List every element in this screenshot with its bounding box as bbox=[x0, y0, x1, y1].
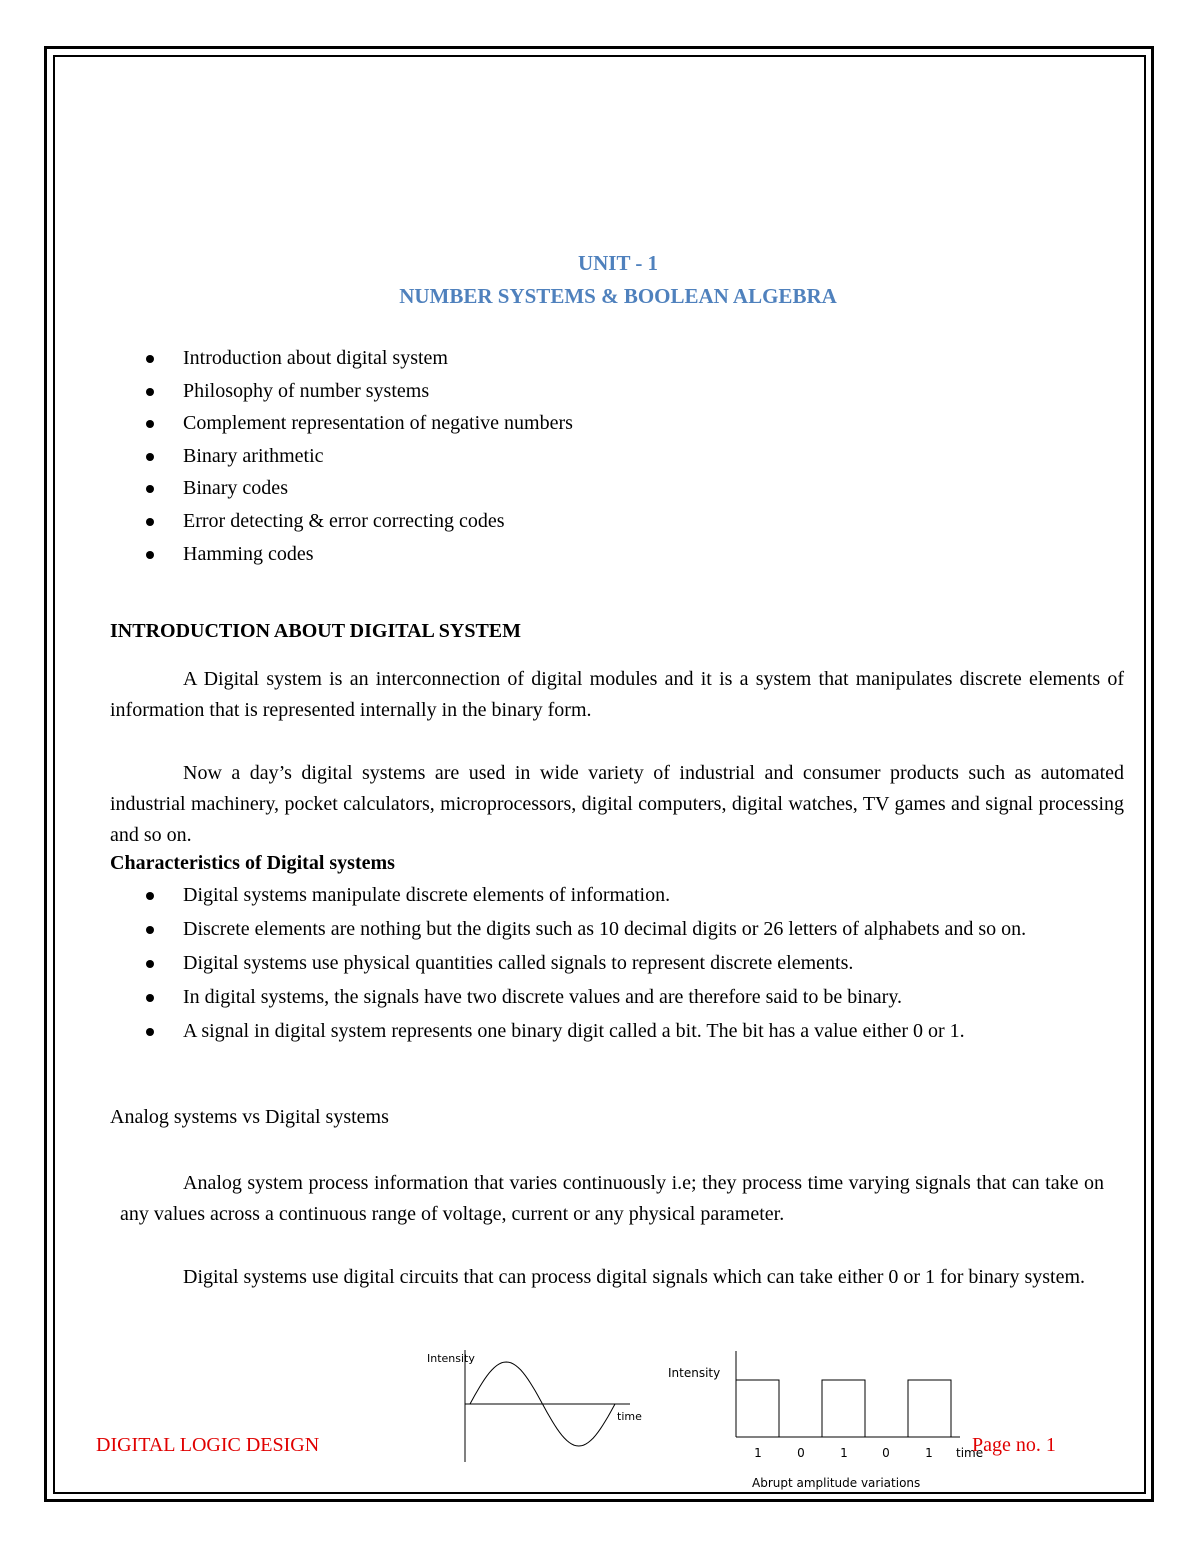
digital-paragraph: Digital systems use digital circuits that can process digital signals which can take either 0 or 1 for binary system. bbox=[183, 1266, 1086, 1288]
list-item: Hamming codes bbox=[110, 538, 573, 571]
square-wave bbox=[736, 1380, 951, 1437]
unit-title: UNIT - 1 bbox=[577, 251, 659, 275]
y-axis-label: Intensity bbox=[668, 1366, 721, 1380]
list-item: In digital systems, the signals have two discrete values and are therefore said to be binary. bbox=[110, 982, 1124, 1013]
bit-label: 1 bbox=[840, 1446, 848, 1460]
y-axis-label: Intensity bbox=[427, 1352, 475, 1365]
x-axis-label: time bbox=[956, 1446, 984, 1460]
analog-paragraph: Analog system process information that varies continuously i.e; they process time varying signals that can take on any values across a continuous range of voltage, current or any physical parameter. bbox=[120, 1172, 1104, 1225]
x-axis-label: time bbox=[617, 1410, 642, 1423]
digital-signal-figure bbox=[660, 1345, 990, 1495]
page-title: NUMBER SYSTEMS & BOOLEAN ALGEBRA bbox=[399, 284, 837, 308]
characteristics-heading: Characteristics of Digital systems bbox=[110, 852, 395, 874]
section-heading: INTRODUCTION ABOUT DIGITAL SYSTEM bbox=[110, 620, 522, 642]
list-item: Discrete elements are nothing but the digits such as 10 decimal digits or 26 letters of alphabets and so on. bbox=[110, 914, 1124, 945]
topics-list bbox=[110, 342, 573, 570]
list-item: Binary arithmetic bbox=[110, 440, 573, 473]
list-item: Digital systems use physical quantities called signals to represent discrete elements. bbox=[110, 948, 1124, 979]
subsection-heading: Analog systems vs Digital systems bbox=[110, 1106, 389, 1128]
characteristics-list bbox=[110, 880, 1124, 1050]
bit-label: 1 bbox=[925, 1446, 933, 1460]
bit-label: 0 bbox=[797, 1446, 805, 1460]
figure-caption: Abrupt amplitude variations bbox=[752, 1476, 921, 1490]
list-item: Binary codes bbox=[110, 472, 573, 505]
list-item: Introduction about digital system bbox=[110, 342, 573, 375]
footer-title: DIGITAL LOGIC DESIGN bbox=[96, 1434, 320, 1456]
page-number: Page no. 1 bbox=[972, 1434, 1056, 1456]
bit-label: 1 bbox=[754, 1446, 762, 1460]
intro-paragraph: A Digital system is an interconnection of digital modules and it is a system that manipulates discrete elements of information that is represented internally in the binary form. bbox=[110, 668, 1124, 721]
list-item: Philosophy of number systems bbox=[110, 375, 573, 408]
list-item: A signal in digital system represents one binary digit called a bit. The bit has a value either 0 or 1. bbox=[110, 1016, 1124, 1047]
list-item: Digital systems manipulate discrete elements of information. bbox=[110, 880, 1124, 911]
usage-paragraph: Now a day’s digital systems are used in wide variety of industrial and consumer products such as automated industrial machinery, pocket calculators, microprocessors, digital computers, digital watches, TV games and signal processing and so on. bbox=[110, 762, 1124, 846]
list-item: Complement representation of negative numbers bbox=[110, 407, 573, 440]
bit-label: 0 bbox=[882, 1446, 890, 1460]
analog-signal-figure bbox=[425, 1340, 655, 1465]
list-item: Error detecting & error correcting codes bbox=[110, 505, 573, 538]
